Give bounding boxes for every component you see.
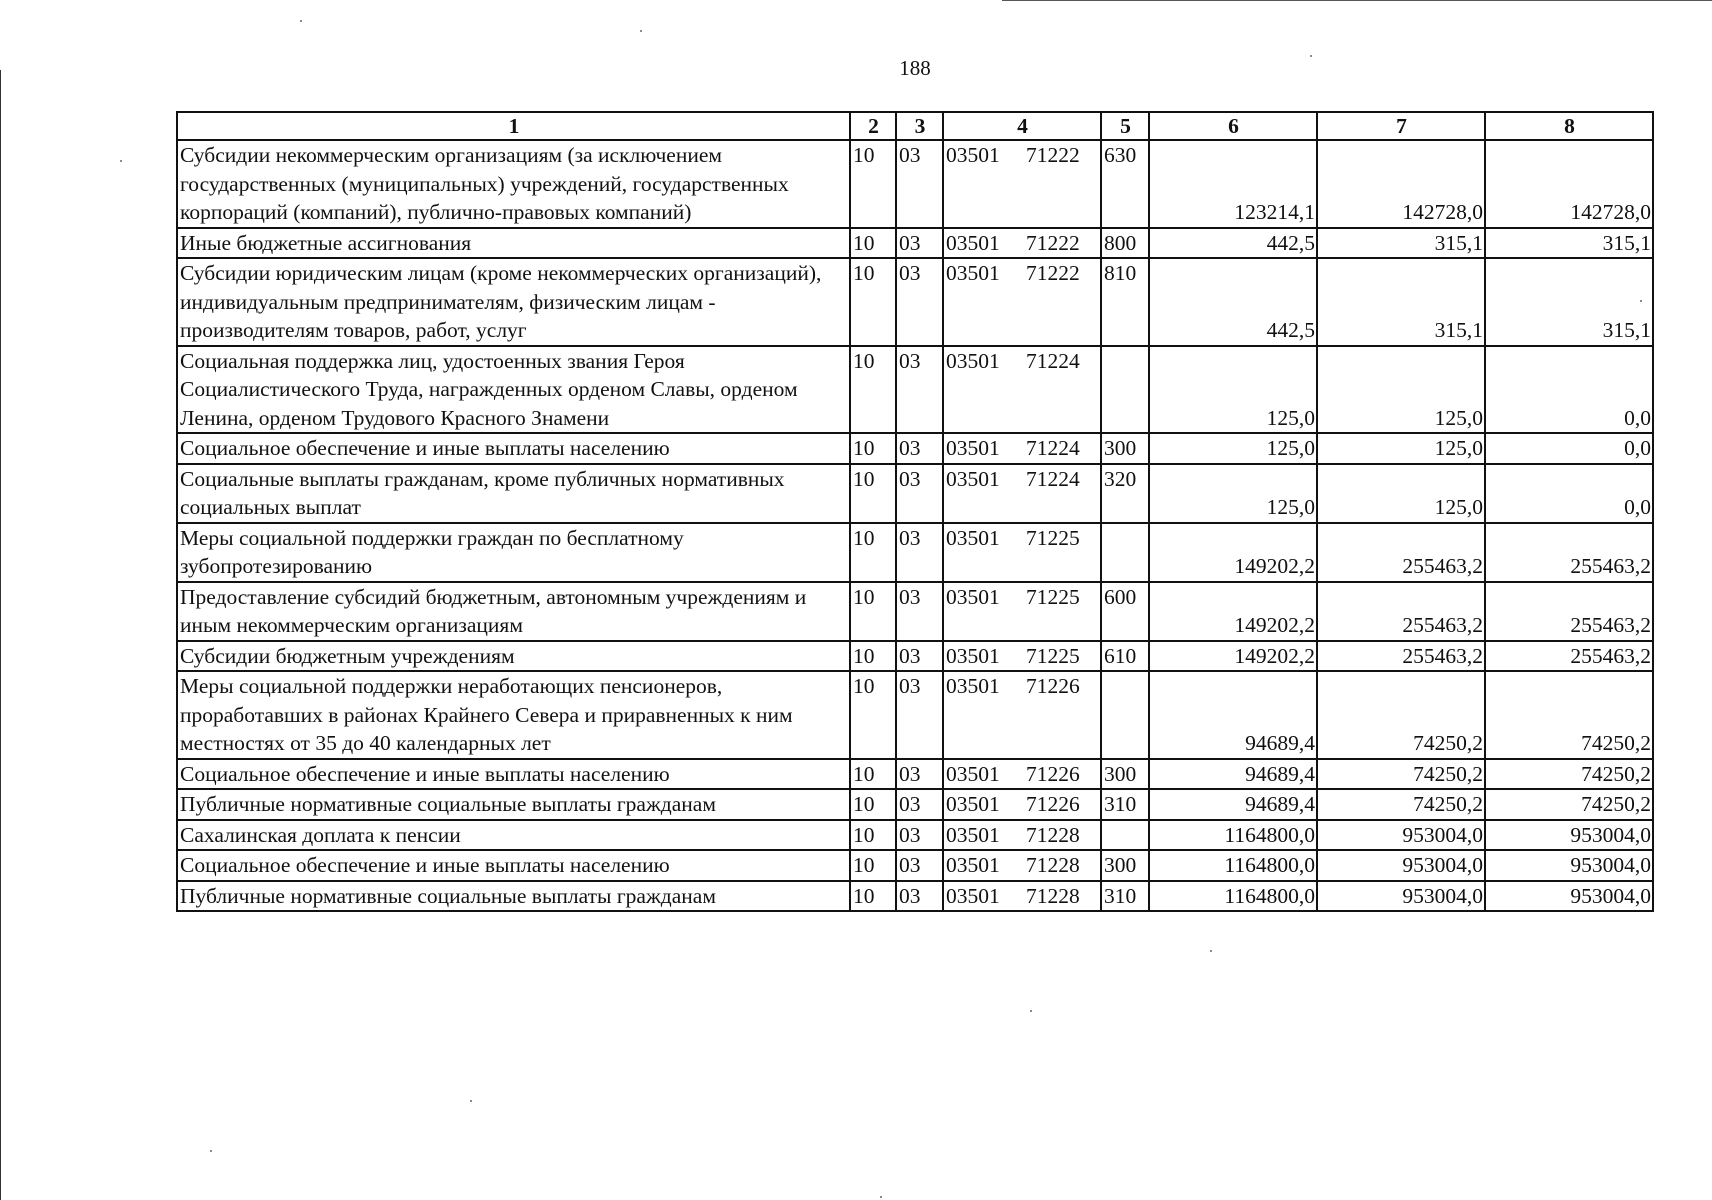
section-code: 10 [850,582,896,641]
table-row [177,464,1653,523]
amount-col6: 442,5 [1149,258,1317,346]
amount-col8: 315,1 [1485,228,1653,259]
section-code: 10 [850,464,896,523]
amount-col7: 255463,2 [1317,523,1485,582]
expense-type-code: 320 [1101,464,1149,523]
program-code: 03501 [946,853,1000,877]
target-article-code [943,433,1101,464]
direction-code: 71226 [1026,674,1080,698]
target-article-code [943,346,1101,434]
budget-table [176,111,1654,912]
subsection-code: 03 [896,433,943,464]
table-row [177,850,1653,881]
column-header: 7 [1317,112,1485,140]
program-code: 03501 [946,643,1000,668]
section-code: 10 [850,759,896,790]
amount-col7: 953004,0 [1317,820,1485,851]
table-row [177,258,1653,346]
direction-code: 71222 [1026,143,1080,167]
program-code: 03501 [946,584,1000,609]
direction-code: 71225 [1026,584,1080,609]
amount-col8: 953004,0 [1485,820,1653,851]
row-name: Социальное обеспечение и иные выплаты населению [177,759,850,790]
amount-col8: 0,0 [1485,464,1653,523]
program-code: 03501 [946,792,1000,816]
amount-col8: 255463,2 [1485,582,1653,641]
scan-edge-line [1002,0,1712,1]
column-header: 2 [850,112,896,140]
amount-col8: 255463,2 [1485,523,1653,582]
expense-type-code: 630 [1101,140,1149,228]
direction-code: 71228 [1026,822,1080,847]
subsection-code: 03 [896,464,943,523]
column-header: 6 [1149,112,1317,140]
amount-col7: 953004,0 [1317,850,1485,881]
row-name: Меры социальной поддержки граждан по бесплатному зубопротезированию [177,523,850,582]
program-code: 03501 [946,525,1000,550]
column-header: 4 [943,112,1101,140]
amount-col7: 255463,2 [1317,582,1485,641]
direction-code: 71226 [1026,792,1080,816]
column-header: 8 [1485,112,1653,140]
expense-type-code: 300 [1101,850,1149,881]
subsection-code: 03 [896,523,943,582]
subsection-code: 03 [896,759,943,790]
section-code: 10 [850,140,896,228]
table-row [177,671,1653,759]
table-row [177,140,1653,228]
target-article-code [943,464,1101,523]
section-code: 10 [850,258,896,346]
section-code: 10 [850,850,896,881]
target-article-code [943,881,1101,912]
row-name: Меры социальной поддержки неработающих пенсионеров, проработавших в районах Крайнего Севера и приравненных к ним местностях от 35 до 40 календарных лет [177,671,850,759]
direction-code: 71224 [1026,466,1080,491]
section-code: 10 [850,523,896,582]
amount-col7: 953004,0 [1317,881,1485,912]
subsection-code: 03 [896,228,943,259]
table-row [177,789,1653,820]
amount-col6: 94689,4 [1149,789,1317,820]
subsection-code: 03 [896,258,943,346]
table-row [177,228,1653,259]
row-name: Иные бюджетные ассигнования [177,228,850,259]
direction-code: 71222 [1026,230,1080,255]
amount-col6: 94689,4 [1149,671,1317,759]
direction-code: 71222 [1026,261,1080,285]
amount-col6: 1164800,0 [1149,881,1317,912]
subsection-code: 03 [896,140,943,228]
amount-col8: 0,0 [1485,346,1653,434]
amount-col6: 442,5 [1149,228,1317,259]
subsection-code: 03 [896,881,943,912]
row-name: Сахалинская доплата к пенсии [177,820,850,851]
row-name: Субсидии некоммерческим организациям (за исключением государственных (муниципальных) учреждений, государственных корпораций (компаний), публично-правовых компаний) [177,140,850,228]
row-name: Социальная поддержка лиц, удостоенных звания Героя Социалистического Труда, награжденных орденом Славы, орденом Ленина, орденом Трудового Красного Знамени [177,346,850,434]
amount-col7: 74250,2 [1317,789,1485,820]
expense-type-code [1101,671,1149,759]
target-article-code [943,228,1101,259]
column-header: 1 [177,112,850,140]
section-code: 10 [850,433,896,464]
target-article-code [943,789,1101,820]
table-row [177,346,1653,434]
target-article-code [943,641,1101,672]
scan-speck [640,30,642,32]
scan-speck [300,20,302,22]
amount-col8: 953004,0 [1485,850,1653,881]
program-code: 03501 [946,348,1000,373]
table-row [177,881,1653,912]
scan-speck [1310,55,1312,57]
header-row [177,112,1653,140]
scan-speck [210,1150,212,1152]
expense-type-code [1101,346,1149,434]
target-article-code [943,582,1101,641]
target-article-code [943,820,1101,851]
amount-col8: 0,0 [1485,433,1653,464]
section-code: 10 [850,881,896,912]
scan-speck [1210,950,1212,952]
amount-col6: 125,0 [1149,464,1317,523]
expense-type-code [1101,523,1149,582]
expense-type-code: 810 [1101,258,1149,346]
expense-type-code: 300 [1101,759,1149,790]
amount-col6: 125,0 [1149,346,1317,434]
amount-col8: 74250,2 [1485,671,1653,759]
expense-type-code: 300 [1101,433,1149,464]
target-article-code [943,523,1101,582]
amount-col8: 953004,0 [1485,881,1653,912]
amount-col7: 125,0 [1317,433,1485,464]
amount-col7: 74250,2 [1317,759,1485,790]
amount-col6: 1164800,0 [1149,850,1317,881]
amount-col6: 94689,4 [1149,759,1317,790]
amount-col8: 142728,0 [1485,140,1653,228]
amount-col6: 149202,2 [1149,582,1317,641]
expense-type-code: 310 [1101,881,1149,912]
program-code: 03501 [946,674,1000,698]
table-row [177,820,1653,851]
scan-speck [1640,300,1642,302]
scan-speck [880,1196,882,1198]
direction-code: 71225 [1026,643,1080,668]
direction-code: 71224 [1026,436,1080,460]
program-code: 03501 [946,822,1000,847]
amount-col7: 315,1 [1317,258,1485,346]
amount-col7: 125,0 [1317,346,1485,434]
scan-speck [470,1100,472,1102]
amount-col7: 125,0 [1317,464,1485,523]
subsection-code: 03 [896,850,943,881]
expense-type-code [1101,820,1149,851]
row-name: Предоставление субсидий бюджетным, автономным учреждениям и иным некоммерческим организациям [177,582,850,641]
expense-type-code: 600 [1101,582,1149,641]
target-article-code [943,671,1101,759]
amount-col8: 74250,2 [1485,759,1653,790]
table-row [177,641,1653,672]
subsection-code: 03 [896,789,943,820]
amount-col8: 74250,2 [1485,789,1653,820]
amount-col6: 1164800,0 [1149,820,1317,851]
table-row [177,433,1653,464]
amount-col7: 142728,0 [1317,140,1485,228]
subsection-code: 03 [896,641,943,672]
table-row [177,582,1653,641]
amount-col6: 123214,1 [1149,140,1317,228]
scan-speck [1030,1010,1032,1012]
target-article-code [943,258,1101,346]
row-name: Публичные нормативные социальные выплаты гражданам [177,789,850,820]
subsection-code: 03 [896,671,943,759]
subsection-code: 03 [896,346,943,434]
amount-col6: 149202,2 [1149,641,1317,672]
row-name: Субсидии бюджетным учреждениям [177,641,850,672]
scan-edge-line [0,70,1,1200]
page-number: 188 [899,56,931,80]
amount-col6: 149202,2 [1149,523,1317,582]
column-header: 3 [896,112,943,140]
expense-type-code: 800 [1101,228,1149,259]
amount-col7: 315,1 [1317,228,1485,259]
expense-type-code: 610 [1101,641,1149,672]
program-code: 03501 [946,230,1000,255]
row-name: Социальные выплаты гражданам, кроме публичных нормативных социальных выплат [177,464,850,523]
section-code: 10 [850,641,896,672]
direction-code: 71225 [1026,525,1080,550]
section-code: 10 [850,671,896,759]
subsection-code: 03 [896,820,943,851]
program-code: 03501 [946,261,1000,285]
direction-code: 71224 [1026,348,1080,373]
table-row [177,523,1653,582]
section-code: 10 [850,820,896,851]
amount-col8: 255463,2 [1485,641,1653,672]
amount-col7: 74250,2 [1317,671,1485,759]
table-body [177,140,1653,911]
row-name: Субсидии юридическим лицам (кроме некоммерческих организаций), индивидуальным предпринимателям, физическим лицам - производителям товаров, работ, услуг [177,258,850,346]
program-code: 03501 [946,761,1000,786]
program-code: 03501 [946,143,1000,167]
amount-col7: 255463,2 [1317,641,1485,672]
subsection-code: 03 [896,582,943,641]
program-code: 03501 [946,466,1000,491]
table-row [177,759,1653,790]
program-code: 03501 [946,436,1000,460]
row-name: Социальное обеспечение и иные выплаты населению [177,850,850,881]
direction-code: 71228 [1026,853,1080,877]
direction-code: 71226 [1026,761,1080,786]
section-code: 10 [850,346,896,434]
direction-code: 71228 [1026,883,1080,908]
scan-speck [120,160,122,162]
amount-col8: 315,1 [1485,258,1653,346]
row-name: Публичные нормативные социальные выплаты гражданам [177,881,850,912]
target-article-code [943,140,1101,228]
section-code: 10 [850,789,896,820]
expense-type-code: 310 [1101,789,1149,820]
section-code: 10 [850,228,896,259]
amount-col6: 125,0 [1149,433,1317,464]
target-article-code [943,850,1101,881]
target-article-code [943,759,1101,790]
program-code: 03501 [946,883,1000,908]
row-name: Социальное обеспечение и иные выплаты населению [177,433,850,464]
column-header: 5 [1101,112,1149,140]
